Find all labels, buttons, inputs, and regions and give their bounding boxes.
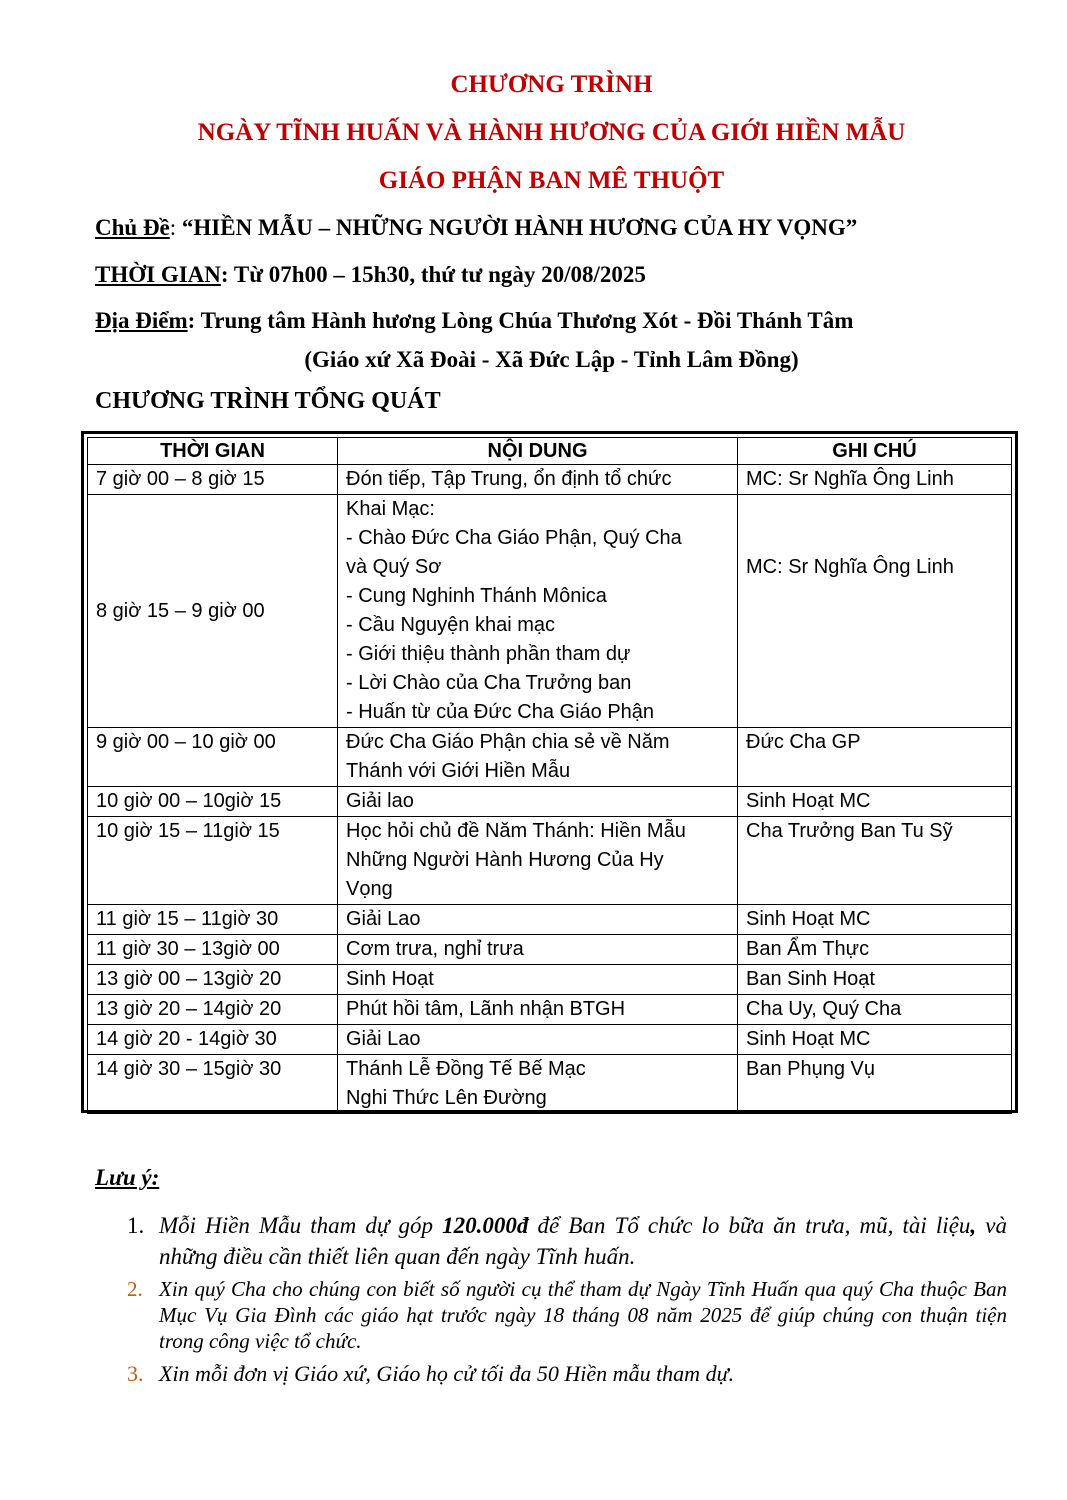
time-line (95, 261, 646, 289)
place-line (95, 307, 853, 335)
theme-separator: : (169, 215, 182, 240)
cell-note: MC: Sr Nghĩa Ông Linh (738, 465, 1012, 495)
cell-content (338, 995, 738, 1025)
cell-content (338, 817, 738, 905)
note-amount: 120.000đ (442, 1213, 529, 1238)
note-text: MC: Sr Nghĩa Ông Linh (746, 556, 954, 578)
note-number: 3. (127, 1361, 144, 1386)
cell-time: 13 giờ 20 – 14giờ 20 (88, 995, 338, 1025)
theme-label: Chủ Đề (95, 215, 170, 240)
note-item (127, 1210, 1007, 1272)
cell-content (338, 935, 738, 965)
notes-list (127, 1210, 1007, 1388)
cell-note: Đức Cha GP (738, 728, 1012, 787)
cell-content (338, 965, 738, 995)
table-row (88, 905, 1012, 935)
content-line: Thánh Lễ Đồng Tế Bế Mạc (346, 1058, 586, 1080)
table-row (88, 817, 1012, 905)
note-number: 1. (127, 1213, 145, 1238)
note-text: để Ban Tổ chức lo bữa ăn trưa, mũ, tài liệu (528, 1213, 971, 1238)
note-text: Xin quý Cha cho chúng con biết số người cụ thể tham dự Ngày Tĩnh Huấn qua quý Cha thuộc Ban Mục Vụ Gia Đình các giáo hạt trước ngày 18 tháng 08 năm 2025 để giúp chúng con thuận tiện trong công việc tổ chức. (159, 1277, 1007, 1353)
table-row (88, 1025, 1012, 1055)
content-line: Vọng (346, 878, 393, 900)
notes-title: Lưu ý: (95, 1165, 160, 1190)
content-line: Phút hồi tâm, Lãnh nhận BTGH (346, 998, 626, 1020)
table-row (88, 495, 1012, 728)
table-row (88, 965, 1012, 995)
content-line: Cơm trưa, nghỉ trưa (346, 938, 524, 960)
theme-value: “HIỀN MẪU – NHỮNG NGƯỜI HÀNH HƯƠNG CỦA HY VỌNG” (181, 215, 858, 240)
cell-content (338, 495, 738, 728)
content-line: Khai Mạc: (346, 498, 435, 520)
cell-content (338, 905, 738, 935)
program-heading: CHƯƠNG TRÌNH TỔNG QUÁT (95, 388, 441, 414)
cell-note: Ban Ẩm Thực (738, 935, 1012, 965)
content-line: Đón tiếp, Tập Trung, ổn định tổ chức (346, 468, 672, 490)
table-row (88, 1055, 1012, 1114)
note-text: và những điều cần thiết liên quan đến ngày Tĩnh huấn. (159, 1213, 1007, 1269)
cell-time: 14 giờ 30 – 15giờ 30 (88, 1055, 338, 1114)
cell-note: Cha Trưởng Ban Tu Sỹ (738, 817, 1012, 905)
table-row (88, 465, 1012, 495)
place-value: : Trung tâm Hành hương Lòng Chúa Thương Xót - Đồi Thánh Tâm (187, 308, 854, 333)
cell-time: 10 giờ 15 – 11giờ 15 (88, 817, 338, 905)
table-row (88, 935, 1012, 965)
schedule-table (87, 437, 1012, 1114)
document-title: CHƯƠNG TRÌNH (450, 71, 653, 98)
content-line: Sinh Hoạt (346, 968, 434, 990)
content-line: Học hỏi chủ đề Năm Thánh: Hiền Mẫu (346, 820, 686, 842)
cell-content (338, 465, 738, 495)
theme-line (95, 214, 857, 242)
content-line: - Cung Nghinh Thánh Mônica (346, 585, 607, 607)
note-text: Xin mỗi đơn vị Giáo xứ, Giáo họ cử tối đa 50 Hiền mẫu tham dự. (159, 1361, 735, 1386)
cell-time: 11 giờ 30 – 13giờ 00 (88, 935, 338, 965)
content-line: - Chào Đức Cha Giáo Phận, Quý Cha (346, 527, 682, 549)
cell-note: Sinh Hoạt MC (738, 787, 1012, 817)
cell-note: Ban Phụng Vụ (738, 1055, 1012, 1114)
content-line: và Quý Sơ (346, 556, 442, 578)
table-header-row (88, 438, 1012, 465)
content-line: - Lời Chào của Cha Trưởng ban (346, 672, 632, 694)
content-line: Giải Lao (346, 908, 421, 930)
cell-time: 8 giờ 15 – 9 giờ 00 (88, 495, 338, 728)
cell-time: 9 giờ 00 – 10 giờ 00 (88, 728, 338, 787)
note-item (127, 1360, 1007, 1388)
document-subtitle: NGÀY TĨNH HUẤN VÀ HÀNH HƯƠNG CỦA GIỚI HIỀN MẪU (197, 119, 906, 146)
content-line: Giải lao (346, 790, 414, 812)
cell-note: Sinh Hoạt MC (738, 1025, 1012, 1055)
cell-time: 7 giờ 00 – 8 giờ 15 (88, 465, 338, 495)
cell-content (338, 1055, 738, 1114)
content-line: Giải Lao (346, 1028, 421, 1050)
header-content: NỘI DUNG (338, 438, 738, 465)
cell-time: 10 giờ 00 – 10giờ 15 (88, 787, 338, 817)
note-number: 2. (127, 1277, 143, 1301)
content-line: - Huấn từ của Đức Cha Giáo Phận (346, 701, 655, 723)
header-time: THỜI GIAN (88, 438, 338, 465)
cell-note: Sinh Hoạt MC (738, 905, 1012, 935)
content-line: Nghi Thức Lên Đường (346, 1087, 547, 1109)
place-sub: (Giáo xứ Xã Đoài - Xã Đức Lập - Tỉnh Lâm Đồng) (304, 347, 799, 372)
cell-time: 11 giờ 15 – 11giờ 30 (88, 905, 338, 935)
place-label: Địa Điểm (95, 308, 188, 333)
note-text: Mỗi Hiền Mẫu tham dự góp (159, 1213, 443, 1238)
content-line: Đức Cha Giáo Phận chia sẻ về Năm (346, 731, 670, 753)
table-row (88, 787, 1012, 817)
cell-time: 14 giờ 20 - 14giờ 30 (88, 1025, 338, 1055)
cell-content (338, 728, 738, 787)
cell-note (738, 495, 1012, 728)
header-note: GHI CHÚ (738, 438, 1012, 465)
cell-content (338, 787, 738, 817)
note-item (127, 1276, 1007, 1354)
cell-note: Ban Sinh Hoạt (738, 965, 1012, 995)
table-row (88, 995, 1012, 1025)
content-line: - Cầu Nguyện khai mạc (346, 614, 555, 636)
cell-content (338, 1025, 738, 1055)
schedule-table-frame (81, 431, 1018, 1113)
content-line: - Giới thiệu thành phần tham dự (346, 643, 631, 665)
diocese-title: GIÁO PHẬN BAN MÊ THUỘT (378, 167, 725, 194)
table-row (88, 728, 1012, 787)
note-comma: , (970, 1213, 977, 1238)
content-line: Thánh với Giới Hiền Mẫu (346, 760, 571, 782)
cell-time: 13 giờ 00 – 13giờ 20 (88, 965, 338, 995)
content-line: Những Người Hành Hương Của Hy (346, 849, 664, 871)
time-value: : Từ 07h00 – 15h30, thứ tư ngày 20/08/2025 (220, 262, 646, 287)
cell-note: Cha Uy, Quý Cha (738, 995, 1012, 1025)
time-label: THỜI GIAN (95, 262, 221, 287)
